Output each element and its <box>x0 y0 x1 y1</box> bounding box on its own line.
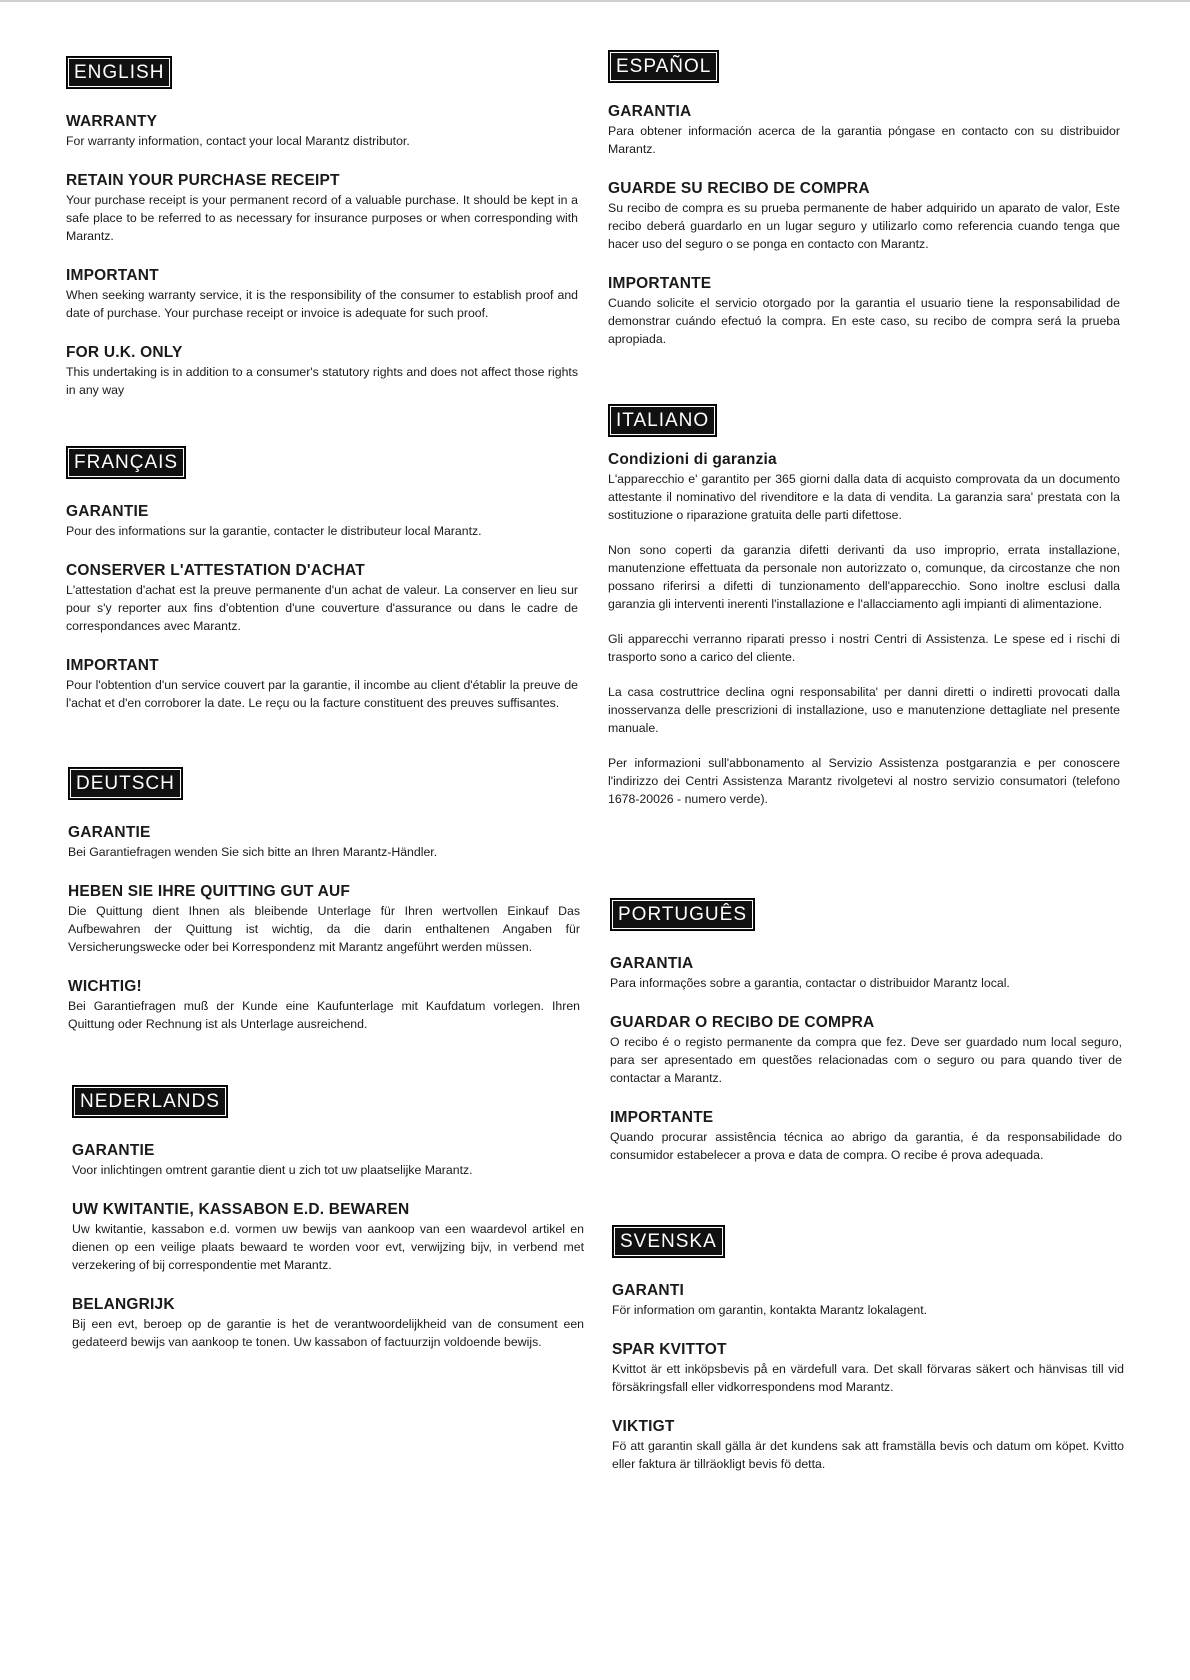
heading-garantie: GARANTIE <box>68 824 151 841</box>
heading-importante: IMPORTANTE <box>608 275 712 292</box>
text-viktigt: Fö att garantin skall gälla är det kundens sak att framställa bevis och datum om köpet. Kvitto eller faktura är tillräokligt bevis fö detta. <box>612 1439 1124 1471</box>
heading-garantie: GARANTIE <box>72 1142 155 1159</box>
heading-garantia: GARANTIA <box>608 103 692 120</box>
heading-importante: IMPORTANTE <box>610 1109 714 1126</box>
heading-garantia: GARANTIA <box>610 955 694 972</box>
text-retain-receipt: Your purchase receipt is your permanent record of a valuable purchase. It should be kept in a safe place to be referred to as necessary for insurance purposes or when corresponding with Marantz. <box>66 193 578 243</box>
section-francais <box>66 446 578 712</box>
text-garantia: Para informações sobre a garantia, contactar o distribuidor Marantz local. <box>610 976 1010 990</box>
text-important: Pour l'obtention d'un service couvert par la garantie, il incombe au client d'établir la preuve de l'achat et d'en corroborer la date. Le reçu ou la facture constituent des preuves suffisantes. <box>66 678 578 710</box>
text-conserver: L'attestation d'achat est la preuve permanente d'un achat de valeur. La conserver en lieu sur pour s'y reporter aux fins d'obtention d'une couverture d'assurance ou dans le cadre de correspondances avec Marantz. <box>66 583 578 633</box>
text-kwitantie: Uw kwitantie, kassabon e.d. vormen uw bewijs van aankoop van een waardevol artikel en dienen op een veilige plaats bewaard te worden voor evt, verwijzing bijv, in verbend met verzekering of bij correspondentie met Marantz. <box>72 1222 584 1272</box>
paragraph-esclusioni: Non sono coperti da garanzia difetti derivanti da uso improprio, errata installazione, manutenzione effettuata da personale non autorizzato o, comunque, da circostanze che non possano riferirsi a difetti di tunzionamento dell'apparecchio. Sono inoltre esclusi dalla garanzia gli interventi inerenti l'installazione e l'allacciamento agli impianti di alimentazione. <box>608 543 1120 611</box>
heading-conserver: CONSERVER L'ATTESTATION D'ACHAT <box>66 562 365 579</box>
heading-warranty: WARRANTY <box>66 113 158 130</box>
text-garantie: Pour des informations sur la garantie, contacter le distributeur local Marantz. <box>66 524 482 538</box>
language-badge-portugues: PORTUGUÊS <box>610 898 755 931</box>
text-uk-only: This undertaking is in addition to a consumer's statutory rights and does not affect those rights in any way <box>66 365 578 397</box>
text-importante: Quando procurar assistência técnica ao abrigo da garantia, é da responsabilidade do consumidor estabelecer a prova e data de compra. O recibe é prova adequada. <box>610 1130 1122 1162</box>
heading-guarde-recibo: GUARDE SU RECIBO DE COMPRA <box>608 180 870 197</box>
heading-kwitantie: UW KWITANTIE, KASSABON E.D. BEWAREN <box>72 1201 410 1218</box>
language-badge-espanol: ESPAÑOL <box>608 50 719 83</box>
language-badge-francais: FRANÇAIS <box>66 446 186 479</box>
language-badge-italiano: ITALIANO <box>608 404 717 437</box>
text-guarde-recibo: Su recibo de compra es su prueba permanente de haber adquirido un aparato de valor, Este recibo deberá guardarlo en un lugar seguro y utilizarlo como referencia cuando tenga que hacer uso del seguro o se ponga en contacto con Marantz. <box>608 201 1120 251</box>
paragraph-responsabilita: La casa costruttrice declina ogni responsabilita' per danni diretti o indiretti provocati dalla inosservanza delle prescrizioni di installazione, uso e manutenzione dettagliate nel presente manuale. <box>608 685 1120 735</box>
text-garantia: Para obtener información acerca de la garantia póngase en contacto con su distribuidor Marantz. <box>608 124 1120 156</box>
heading-condizioni: Condizioni di garanzia <box>608 451 777 468</box>
text-garantie: Voor inlichtingen omtrent garantie dient u zich tot uw plaatselijke Marantz. <box>72 1163 473 1177</box>
section-italiano <box>608 404 1120 825</box>
paragraph-garanzia-durata: L'apparecchio e' garantito per 365 giorni dalla data di acquisto comprovata da un documento attestante il nominativo del rivenditore e la data di vendita. La garanzia sara' prestata con la sostituzione o riparazione gratuita delle parti difettose. <box>608 472 1120 522</box>
heading-spar-kvittot: SPAR KVITTOT <box>612 1341 727 1358</box>
text-wichtig: Bei Garantiefragen muß der Kunde eine Kaufunterlage mit Kaufdatum vorlegen. Ihren Quittung oder Rechnung ist als Unterlage ausreichend. <box>68 999 580 1031</box>
section-espanol <box>608 50 1120 348</box>
heading-garantie: GARANTIE <box>66 503 149 520</box>
text-warranty: For warranty information, contact your local Marantz distributor. <box>66 134 410 148</box>
text-belangrijk: Bij een evt, beroep op de garantie is het de verantwoordelijkheid van de consument een gedateerd bewijs van aankoop te tonen. Uw kassabon of factuurzijn voldoende bewijs. <box>72 1317 584 1349</box>
language-badge-nederlands: NEDERLANDS <box>72 1085 228 1118</box>
section-deutsch <box>68 767 580 1033</box>
paragraph-assistenza: Per informazioni sull'abbonamento al Servizio Assistenza postgaranzia e per conoscere l'indirizzo dei Centri Assistenza Marantz rivolgetevi al nostro servizio consumatori (telefono 1678-20026 - numero verde). <box>608 756 1120 806</box>
heading-viktigt: VIKTIGT <box>612 1418 675 1435</box>
text-garantie: Bei Garantiefragen wenden Sie sich bitte an Ihren Marantz-Händler. <box>68 845 438 859</box>
heading-belangrijk: BELANGRIJK <box>72 1296 175 1313</box>
language-badge-english: ENGLISH <box>66 56 172 89</box>
section-nederlands <box>72 1085 584 1351</box>
heading-garanti: GARANTI <box>612 1282 685 1299</box>
page-top-edge <box>0 0 1190 2</box>
text-guardar-recibo: O recibo é o registo permanente da compra que fez. Deve ser guardado num local seguro, para ser apresentado em questões relacionadas com o seguro ou para quando tiver de contactar a Marantz. <box>610 1035 1122 1085</box>
text-quittung: Die Quittung dient Ihnen als bleibende Unterlage für Ihren wertvollen Einkauf Das Aufbewahren der Quittung ist wichtig, da die darin enthaltenen Angaben für Versicherungswecke oder bei Korrespondenz mit Marantz angeführt werden müssen. <box>68 904 580 954</box>
language-badge-deutsch: DEUTSCH <box>68 767 183 800</box>
section-english <box>66 56 578 399</box>
section-portugues <box>610 898 1122 1164</box>
language-badge-svenska: SVENSKA <box>612 1225 725 1258</box>
text-spar-kvittot: Kvittot är ett inköpsbevis på en värdefull vara. Det skall förvaras säkert och hänvisas till vid försäkringsfall eller vidkorrespondens mod Marantz. <box>612 1362 1124 1394</box>
heading-quittung: HEBEN SIE IHRE QUITTING GUT AUF <box>68 883 351 900</box>
heading-uk-only: FOR U.K. ONLY <box>66 344 183 361</box>
heading-important: IMPORTANT <box>66 657 159 674</box>
text-important: When seeking warranty service, it is the responsibility of the consumer to establish proof and date of purchase. Your purchase receipt or invoice is adequate for such proof. <box>66 288 578 320</box>
heading-retain-receipt: RETAIN YOUR PURCHASE RECEIPT <box>66 172 340 189</box>
text-garanti: För information om garantin, kontakta Marantz lokalagent. <box>612 1303 928 1317</box>
heading-guardar-recibo: GUARDAR O RECIBO DE COMPRA <box>610 1014 875 1031</box>
heading-wichtig: WICHTIG! <box>68 978 142 995</box>
section-svenska <box>612 1225 1124 1473</box>
heading-important: IMPORTANT <box>66 267 159 284</box>
text-importante: Cuando solicite el servicio otorgado por la garantia el usuario tiene la responsabilidad de demonstrar cuándo efectuó la compra. En este caso, su recibo de compra será la prueba apropiada. <box>608 296 1120 346</box>
paragraph-riparazioni: Gli apparecchi verranno riparati presso i nostri Centri di Assistenza. Le spese ed i rischi di trasporto sono a carico del cliente. <box>608 632 1120 664</box>
